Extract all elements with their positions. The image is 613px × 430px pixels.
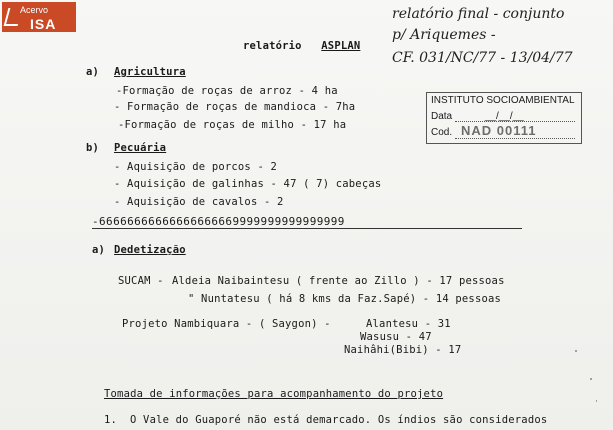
stamp-cod-value: NAD 00111 bbox=[461, 123, 537, 138]
dedetizacao-heading: Dedetização bbox=[114, 244, 186, 256]
tomada-item-num: 1. bbox=[104, 414, 118, 426]
stamp-data-label: Data __/__/__ bbox=[431, 111, 524, 122]
logo-line1: Acervo bbox=[20, 5, 49, 15]
section-a-heading: Agricultura bbox=[114, 66, 186, 78]
acervo-isa-logo bbox=[2, 2, 76, 32]
list-item: - Aquisição de cavalos - 2 bbox=[114, 196, 284, 208]
tomada-heading: Tomada de informações para acompanhamento do projeto bbox=[104, 388, 444, 400]
separator-rule bbox=[92, 228, 522, 229]
list-item: -Formação de roças de milho - 17 ha bbox=[118, 119, 347, 131]
sucam-line: " Nuntatesu ( há 8 kms da Faz.Sapé) - 14 pessoas bbox=[188, 293, 502, 305]
list-item: - Formação de roças de mandioca - 7ha bbox=[114, 101, 356, 113]
dedetizacao-marker: a) bbox=[92, 244, 106, 256]
list-item: - Aquisição de galinhas - 47 ( 7) cabeças bbox=[114, 178, 382, 190]
sucam-label: SUCAM - bbox=[118, 275, 164, 287]
projeto-line: Wasusu - 47 bbox=[360, 331, 432, 343]
section-a-marker: a) bbox=[86, 66, 100, 78]
scan-speck bbox=[596, 400, 597, 402]
sucam-line: Aldeia Naibaintesu ( frente ao Zillo ) - 17 pessoas bbox=[172, 275, 505, 287]
projeto-line: Naihâhi(Bibi) - 17 bbox=[344, 344, 462, 356]
stamp-line bbox=[455, 121, 575, 122]
stamp-org: INSTITUTO SOCIOAMBIENTAL bbox=[431, 95, 575, 106]
scan-speck bbox=[590, 378, 592, 380]
stamp-cod-label: Cod. bbox=[431, 127, 453, 138]
handwritten-note-3: CF. 031/NC/77 - 13/04/77 bbox=[392, 50, 573, 66]
handwritten-note-1: relatório final - conjunto bbox=[392, 6, 565, 22]
list-item: - Aquisição de porcos - 2 bbox=[114, 161, 278, 173]
list-item: -Formação de roças de arroz - 4 ha bbox=[116, 85, 338, 97]
doc-title: relatório ASPLAN bbox=[243, 40, 361, 52]
scan-speck bbox=[575, 350, 577, 352]
logo-line2: ISA bbox=[30, 16, 57, 32]
stamp-line bbox=[455, 138, 575, 139]
projeto-label: Projeto Nambiquara - ( Saygon) - bbox=[122, 318, 331, 330]
separator-line: -66666666666666666669999999999999999 bbox=[92, 215, 345, 228]
archive-stamp bbox=[426, 92, 582, 144]
section-b-marker: b) bbox=[86, 142, 100, 154]
section-b-heading: Pecuária bbox=[114, 142, 167, 154]
projeto-line: Alantesu - 31 bbox=[366, 318, 451, 330]
handwritten-note-2: p/ Ariquemes - bbox=[392, 27, 496, 43]
tomada-item-text: O Vale do Guaporé não está demarcado. Os índios são considerados bbox=[130, 414, 548, 426]
